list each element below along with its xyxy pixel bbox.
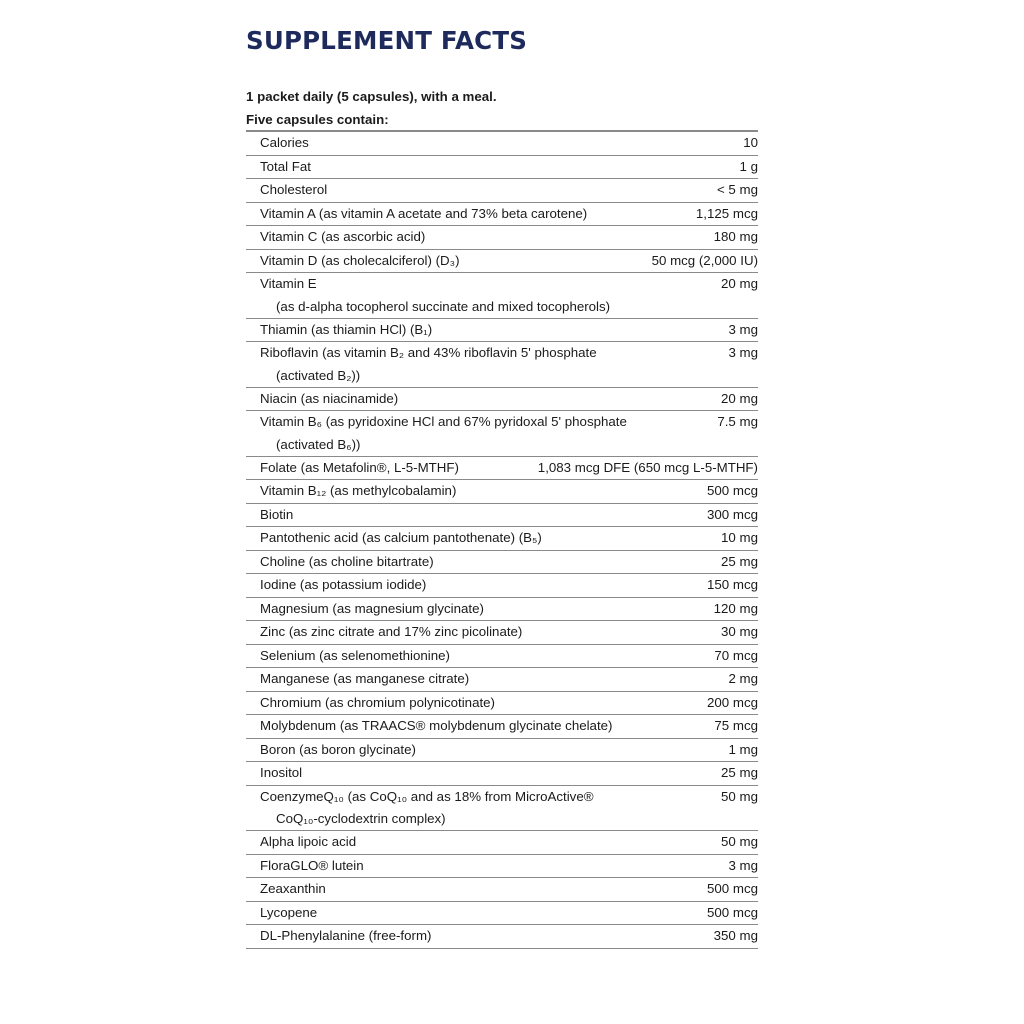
nutrient-name-line1: Folate (as Metafolin®, L-5-MTHF) [260, 459, 459, 475]
nutrient-name-line1: Vitamin E [260, 276, 317, 291]
table-row [246, 739, 758, 763]
nutrient-name-line1: Iodine (as potassium iodide) [260, 577, 427, 592]
contains-label: Five capsules contain: [246, 110, 758, 131]
nutrient-name-line1: Choline (as choline bitartrate) [260, 553, 434, 569]
nutrient-name-line1: Vitamin C (as ascorbic acid) [260, 229, 426, 244]
nutrient-amount: 50 mg [721, 834, 758, 849]
nutrient-amount: 350 mg [713, 928, 758, 943]
nutrient-name [260, 551, 713, 574]
nutrient-name-line1: Biotin [260, 506, 294, 522]
nutrient-name-line1: Vitamin A (as vitamin A acetate and 73% beta carotene) [260, 205, 588, 221]
table-row [246, 319, 758, 343]
nutrient-name [260, 762, 713, 785]
nutrient-amount: 500 mcg [707, 881, 758, 896]
nutrient-amount: 3 mg [728, 321, 758, 337]
nutrient-name [260, 831, 713, 854]
nutrient-name [260, 902, 699, 925]
nutrient-name [260, 621, 713, 644]
nutrient-name [260, 668, 720, 691]
nutrient-amount: 20 mg [721, 276, 758, 291]
nutrient-amount: 25 mg [721, 553, 758, 569]
table-row [246, 621, 758, 645]
table-row [246, 250, 758, 274]
table-row [246, 715, 758, 739]
nutrient-name [260, 855, 720, 878]
nutrient-amount: 30 mg [721, 624, 758, 639]
table-row [246, 902, 758, 926]
nutrient-name [260, 342, 720, 387]
nutrient-name-line1: Calories [260, 135, 309, 150]
nutrient-amount: 75 mcg [714, 718, 758, 733]
table-row [246, 878, 758, 902]
table-row [246, 179, 758, 203]
table-row [246, 855, 758, 879]
table-row [246, 388, 758, 412]
nutrient-name [260, 786, 713, 831]
nutrient-amount: 1 g [739, 158, 758, 174]
nutrient-name [260, 739, 720, 762]
nutrient-amount: 20 mg [721, 390, 758, 406]
nutrient-amount: 1,125 mcg [695, 205, 758, 221]
table-row [246, 762, 758, 786]
nutrient-amount: 2 mg [728, 671, 758, 686]
nutrient-amount: 500 mcg [707, 904, 758, 920]
table-row [246, 692, 758, 716]
nutrient-name-line1: Thiamin (as thiamin HCl) (B₁) [260, 321, 433, 337]
nutrient-amount: 500 mcg [707, 483, 758, 498]
table-row [246, 480, 758, 504]
facts-table [246, 131, 758, 949]
nutrient-name [260, 715, 706, 738]
nutrient-amount: < 5 mg [716, 182, 758, 197]
nutrient-name [260, 411, 709, 456]
nutrient-amount: 70 mcg [714, 647, 758, 663]
nutrient-name [260, 504, 699, 527]
table-row [246, 527, 758, 551]
nutrient-name [260, 226, 706, 249]
nutrient-amount: 150 mcg [707, 577, 758, 592]
nutrient-amount: 1 mg [728, 741, 758, 757]
nutrient-name-line1: Niacin (as niacinamide) [260, 390, 399, 406]
supplement-facts-panel [246, 24, 758, 949]
nutrient-name-line1: Manganese (as manganese citrate) [260, 671, 470, 686]
nutrient-name [260, 692, 699, 715]
nutrient-name [260, 250, 644, 273]
nutrient-amount: 1,083 mcg DFE (650 mcg L-5-MTHF) [537, 459, 758, 475]
nutrient-name-line2: (activated B₆)) [276, 436, 361, 452]
nutrient-name [260, 645, 706, 668]
table-row [246, 132, 758, 156]
nutrient-name [260, 388, 713, 411]
nutrient-name-line1: FloraGLO® lutein [260, 857, 364, 873]
table-row [246, 156, 758, 180]
nutrient-name-line1: Vitamin B₁₂ (as methylcobalamin) [260, 483, 457, 498]
nutrient-name-line1: Molybdenum (as TRAACS® molybdenum glycinate chelate) [260, 718, 613, 733]
nutrient-name-line1: Boron (as boron glycinate) [260, 741, 416, 757]
nutrient-name-line1: Magnesium (as magnesium glycinate) [260, 600, 484, 616]
nutrient-name [260, 598, 706, 621]
nutrient-name [260, 179, 709, 202]
table-row [246, 786, 758, 832]
table-row [246, 411, 758, 457]
nutrient-name-line1: Alpha lipoic acid [260, 834, 357, 849]
nutrient-name-line1: Total Fat [260, 158, 311, 174]
nutrient-name [260, 527, 713, 550]
nutrient-name [260, 480, 699, 503]
nutrient-name-line1: Lycopene [260, 904, 318, 920]
nutrient-name-line1: DL-Phenylalanine (free-form) [260, 928, 432, 943]
table-row [246, 574, 758, 598]
nutrient-name-line2: (as d-alpha tocopherol succinate and mixed tocopherols) [276, 298, 611, 314]
nutrient-name-line1: Inositol [260, 765, 303, 780]
serving-instructions: 1 packet daily (5 capsules), with a meal. [246, 89, 497, 104]
table-row [246, 273, 758, 319]
table-row [246, 504, 758, 528]
nutrient-amount: 120 mg [713, 600, 758, 616]
nutrient-name-line1: Zeaxanthin [260, 881, 326, 896]
table-row [246, 925, 758, 949]
nutrient-name [260, 203, 688, 226]
nutrient-amount: 50 mcg (2,000 IU) [651, 252, 758, 268]
nutrient-amount: 10 [743, 135, 758, 150]
table-row [246, 342, 758, 388]
nutrient-amount: 7.5 mg [717, 414, 758, 429]
nutrient-amount: 200 mcg [707, 694, 758, 710]
nutrient-name-line1: Cholesterol [260, 182, 328, 197]
table-row [246, 203, 758, 227]
nutrient-name [260, 457, 530, 480]
nutrient-name-line1: Selenium (as selenomethionine) [260, 647, 450, 663]
table-row [246, 668, 758, 692]
table-row [246, 551, 758, 575]
page-title: SUPPLEMENT FACTS [246, 26, 528, 55]
nutrient-name-line1: Vitamin B₆ (as pyridoxine HCl and 67% pyridoxal 5' phosphate [260, 414, 627, 429]
table-row [246, 226, 758, 250]
nutrient-name-line1: Chromium (as chromium polynicotinate) [260, 694, 495, 710]
table-row [246, 457, 758, 481]
nutrient-amount: 50 mg [721, 788, 758, 804]
nutrient-amount: 3 mg [728, 857, 758, 873]
nutrient-amount: 10 mg [721, 530, 758, 545]
nutrient-name-line1: Zinc (as zinc citrate and 17% zinc picolinate) [260, 624, 523, 639]
table-row [246, 598, 758, 622]
nutrient-amount: 25 mg [721, 765, 758, 780]
nutrient-name-line1: Vitamin D (as cholecalciferol) (D₃) [260, 252, 460, 268]
nutrient-amount: 180 mg [713, 229, 758, 244]
nutrient-name [260, 925, 706, 948]
table-row [246, 831, 758, 855]
nutrient-amount: 300 mcg [707, 506, 758, 522]
nutrient-amount: 3 mg [728, 345, 758, 360]
nutrient-name [260, 319, 720, 342]
nutrient-name-line1: Pantothenic acid (as calcium pantothenate) (B₅) [260, 530, 542, 545]
nutrient-name [260, 574, 699, 597]
nutrient-name [260, 132, 735, 155]
nutrient-name [260, 273, 713, 318]
nutrient-name-line2: (activated B₂)) [276, 367, 361, 383]
table-row [246, 645, 758, 669]
nutrient-name [260, 156, 732, 179]
nutrient-name [260, 878, 699, 901]
nutrient-name-line2: CoQ₁₀-cyclodextrin complex) [276, 811, 446, 826]
nutrient-name-line1: CoenzymeQ₁₀ (as CoQ₁₀ and as 18% from MicroActive® [260, 788, 594, 804]
nutrient-name-line1: Riboflavin (as vitamin B₂ and 43% riboflavin 5' phosphate [260, 345, 597, 360]
